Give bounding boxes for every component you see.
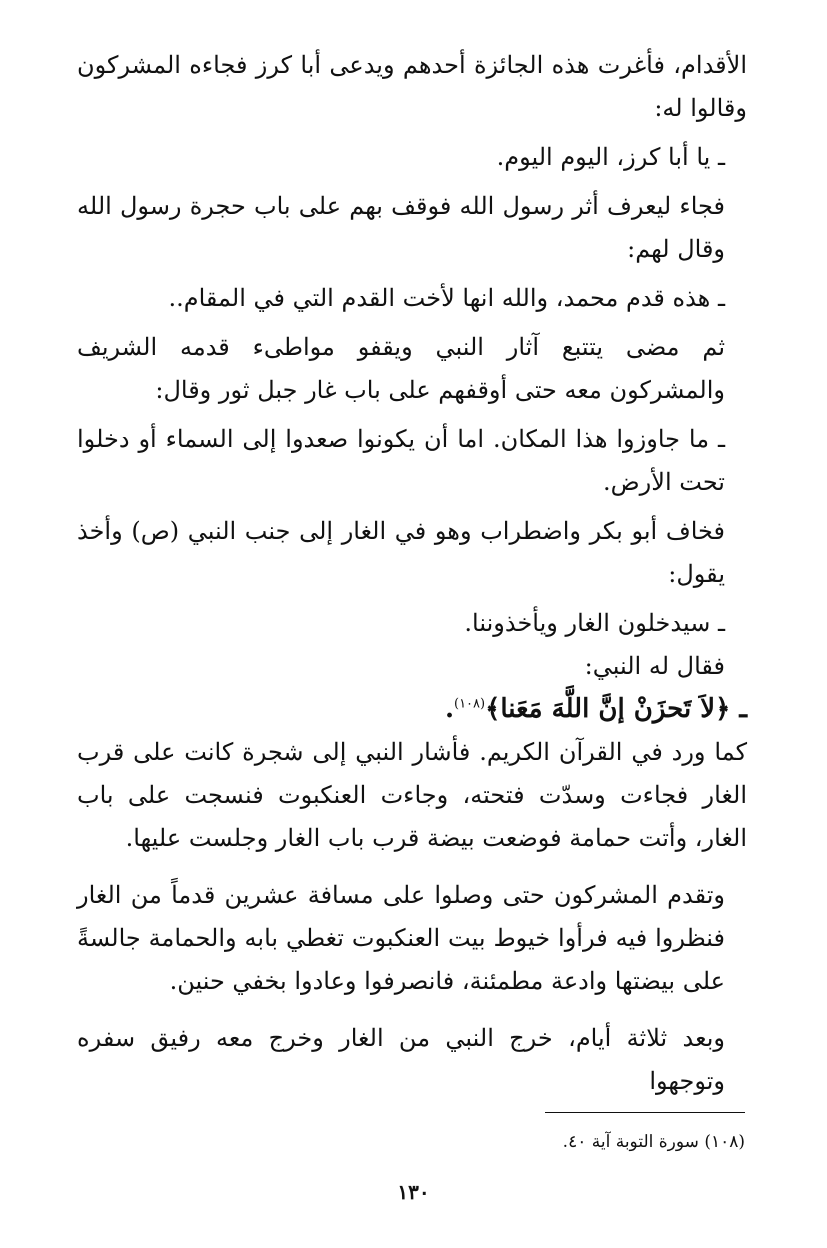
paragraph: الأقدام، فأغرت هذه الجائزة أحدهم ويدعى أبا كرز فجاءه المشركون وقالوا له: xyxy=(77,51,747,122)
dialogue-line: ـ هذه قدم محمد، والله انها لأخت القدم التي في المقام.. xyxy=(168,284,725,312)
paragraph: كما ورد في القرآن الكريم. فأشار النبي إلى شجرة كانت على قرب الغار فجاءت وسدّت فتحته، وجاءت العنكبوت فنسجت على باب الغار، وأتت حمامة فوضعت بيضة قرب باب الغار وجلست عليها. xyxy=(77,738,747,852)
paragraph: ثم مضى يتتبع آثار النبي ويقفو مواطىء قدمه الشريف والمشركون معه حتى أوقفهم على باب غار جبل ثور وقال: xyxy=(77,333,725,404)
dialogue-line: ـ ما جاوزوا هذا المكان. اما أن يكونوا صعدوا إلى السماء أو دخلوا تحت الأرض. xyxy=(77,425,725,496)
paragraph: وتقدم المشركون حتى وصلوا على مسافة عشرين قدماً من الغار فنظروا فيه فرأوا خيوط بيت العنكبوت تغطي بابه والحمامة جالسةً على بيضتها وادعة مطمئنة، فانصرفوا وعادوا بخفي حنين. xyxy=(77,881,725,995)
dialogue-line: ـ سيدخلون الغار ويأخذوننا. xyxy=(464,609,725,637)
footnote: (١٠٨) سورة التوبة آية ٤٠. xyxy=(562,1132,745,1152)
verse-end: . xyxy=(444,694,454,724)
quran-verse: ـ ﴿لاَ تَحزَنْ إنَّ اللَّهَ مَعَنا﴾ xyxy=(485,694,747,724)
footnote-marker: (١٠٨) xyxy=(454,696,486,712)
body-text xyxy=(77,44,747,1103)
paragraph: فقال له النبي: xyxy=(584,652,725,680)
dialogue-line: ـ يا أبا كرز، اليوم اليوم. xyxy=(496,143,725,171)
paragraph: فجاء ليعرف أثر رسول الله فوقف بهم على باب حجرة رسول الله وقال لهم: xyxy=(77,192,725,263)
quran-verse-line xyxy=(77,688,747,731)
page-number: ١٣٠ xyxy=(397,1180,430,1204)
paragraph: فخاف أبو بكر واضطراب وهو في الغار إلى جنب النبي (ص) وأخذ يقول: xyxy=(77,517,725,588)
footnote-divider xyxy=(545,1112,745,1113)
paragraph: وبعد ثلاثة أيام، خرج النبي من الغار وخرج معه رفيق سفره وتوجهوا xyxy=(77,1024,725,1095)
